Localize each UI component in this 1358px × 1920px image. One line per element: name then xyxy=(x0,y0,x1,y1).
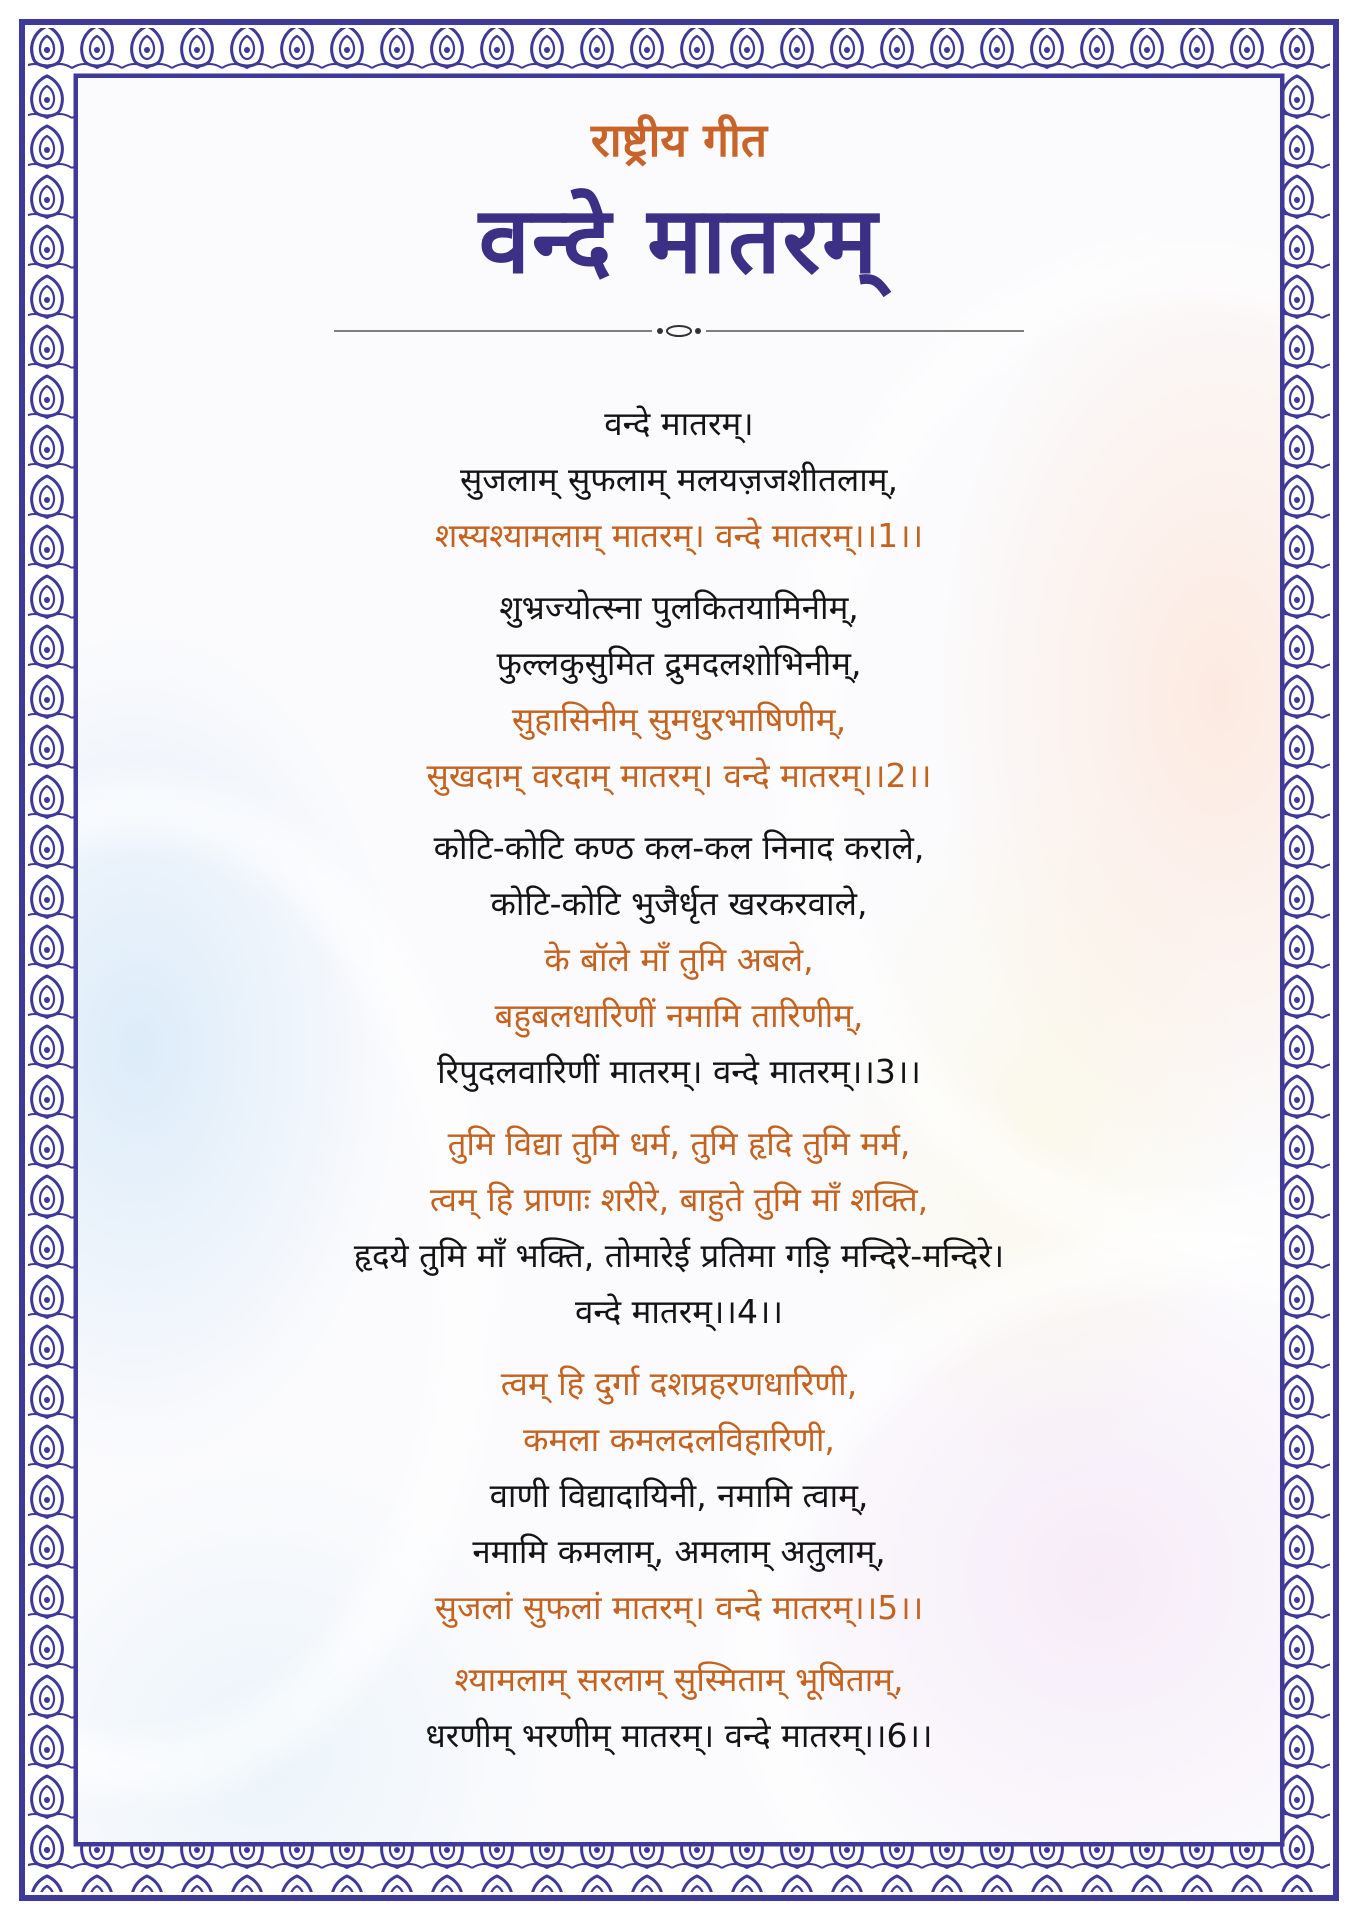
verse-line: शस्यश्यामलाम् मातरम्। वन्दे मातरम्।।1।। xyxy=(434,516,924,555)
verse-line: के बॉले माँ तुमि अबले, xyxy=(544,940,814,979)
stanza-2 xyxy=(78,580,1280,804)
verse-line: सुजलाम् सुफलाम् मलयज़जशीतलाम्, xyxy=(460,460,898,499)
verse-line: रिपुदलवारिणीं मातरम्। वन्दे मातरम्।।3।। xyxy=(437,1052,921,1091)
verse-line: शुभ्रज्योत्स्ना पुलकितयामिनीम्, xyxy=(499,588,859,627)
verse-line: फुल्लकुसुमित द्रुमदलशोभिनीम्, xyxy=(496,644,862,683)
subtitle: राष्ट्रीय गीत xyxy=(590,113,768,167)
stanza-6 xyxy=(78,1652,1280,1764)
verse-line: कोटि-कोटि कण्ठ कल-कल निनाद कराले, xyxy=(433,828,925,867)
verse-line: त्वम् हि दुर्गा दशप्रहरणधारिणी, xyxy=(500,1364,858,1403)
verse-line: सुजलां सुफलां मातरम्। वन्दे मातरम्।।5।। xyxy=(434,1588,924,1627)
verse-line: धरणीम् भरणीम् मातरम्। वन्दे मातरम्।।6।। xyxy=(425,1716,933,1755)
verse-line: सुखदाम् वरदाम् मातरम्। वन्दे मातरम्।।2।। xyxy=(426,756,932,795)
verse-line: तुमि विद्या तुमि धर्म, तुमि हृदि तुमि मर्म, xyxy=(447,1124,911,1163)
verse-line: कमला कमलदलविहारिणी, xyxy=(523,1420,835,1459)
page-title: वन्दे मातरम् xyxy=(478,187,880,294)
verse-line: सुहासिनीम् सुमधुरभाषिणीम्, xyxy=(511,700,847,739)
verse-line: कोटि-कोटि भुजैर्धृत खरकरवाले, xyxy=(490,884,868,923)
verse-line: वाणी विद्यादायिनी, नमामि त्वाम्, xyxy=(489,1476,869,1515)
title-divider xyxy=(334,323,1024,339)
verse-line: बहुबलधारिणीं नमामि तारिणीम्, xyxy=(494,996,864,1035)
verses xyxy=(78,396,1280,1780)
content-panel xyxy=(78,78,1280,1842)
stanza-4 xyxy=(78,1116,1280,1340)
verse-line: त्वम् हि प्राणाः शरीरे, बाहुते तुमि माँ शक्ति, xyxy=(429,1180,929,1219)
stanza-1 xyxy=(78,396,1280,564)
verse-line: श्यामलाम् सरलाम् सुस्मिताम् भूषिताम्, xyxy=(454,1660,904,1699)
verse-line: हृदये तुमि माँ भक्ति, तोमारेई प्रतिमा गड़ि मन्दिरे-मन्दिरे। xyxy=(353,1236,1005,1275)
stanza-5 xyxy=(78,1356,1280,1636)
stanza-3 xyxy=(78,820,1280,1100)
verse-line: नमामि कमलाम्, अमलाम् अतुलाम्, xyxy=(472,1532,886,1571)
verse-line: वन्दे मातरम्। xyxy=(604,404,754,443)
verse-line: वन्दे मातरम्।।4।। xyxy=(575,1292,783,1331)
